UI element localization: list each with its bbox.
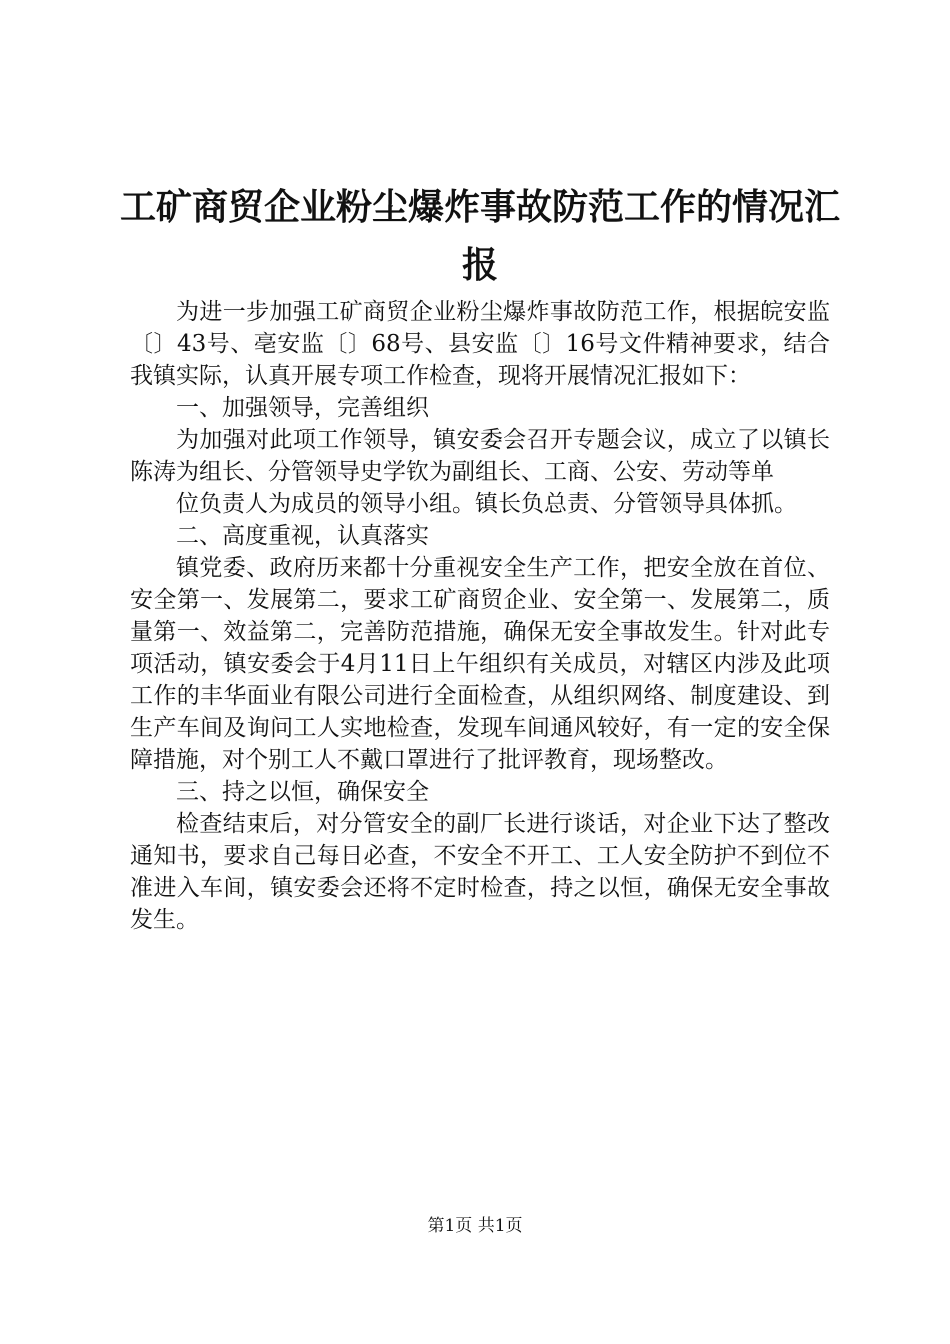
section-heading-2: 二、高度重视，认真落实 [176,523,429,549]
section-1-paragraph: 为加强对此项工作领导，镇安委会召开专题会议，成立了以镇长陈涛为组长、分管领导史学钦为副组长、工商、公安、劳动等单 [130,427,830,485]
document-title: 工矿商贸企业粉尘爆炸事故防范工作的情况汇报 [120,186,841,286]
intro-paragraph: 为进一步加强工矿商贸企业粉尘爆炸事故防范工作，根据皖安监〔〕43号、亳安监〔〕68号、县安监〔〕16号文件精神要求，结合我镇实际，认真开展专项工作检查，现将开展情况汇报如下： [130,299,830,389]
section-2-paragraph: 镇党委、政府历来都十分重视安全生产工作，把安全放在首位、安全第一、发展第二，要求工矿商贸企业、安全第一、发展第二，质量第一、效益第二，完善防范措施，确保无安全事故发生。针对此专项活动，镇安委会于4月11日上午组织有关成员，对辖区内涉及此项工作的丰华面业有限公司进行全面检查，从组织网络、制度建设、到生产车间及询问工人实地检查，发现车间通风较好，有一定的安全保障措施，对个别工人不戴口罩进行了批评教育，现场整改。 [130,555,830,773]
page-footer: 第1页 共1页 [427,1216,523,1236]
document-body [130,296,830,936]
section-heading-1: 一、加强领导，完善组织 [176,395,429,421]
section-1-paragraph-continued: 位负责人为成员的领导小组。镇长负总责、分管领导具体抓。 [176,491,797,517]
section-3-paragraph: 检查结束后，对分管安全的副厂长进行谈话，对企业下达了整改通知书，要求自己每日必查，不安全不开工、工人安全防护不到位不准进入车间，镇安委会还将不定时检查，持之以恒，确保无安全事故发生。 [130,811,830,933]
section-heading-3: 三、持之以恒，确保安全 [176,779,429,805]
